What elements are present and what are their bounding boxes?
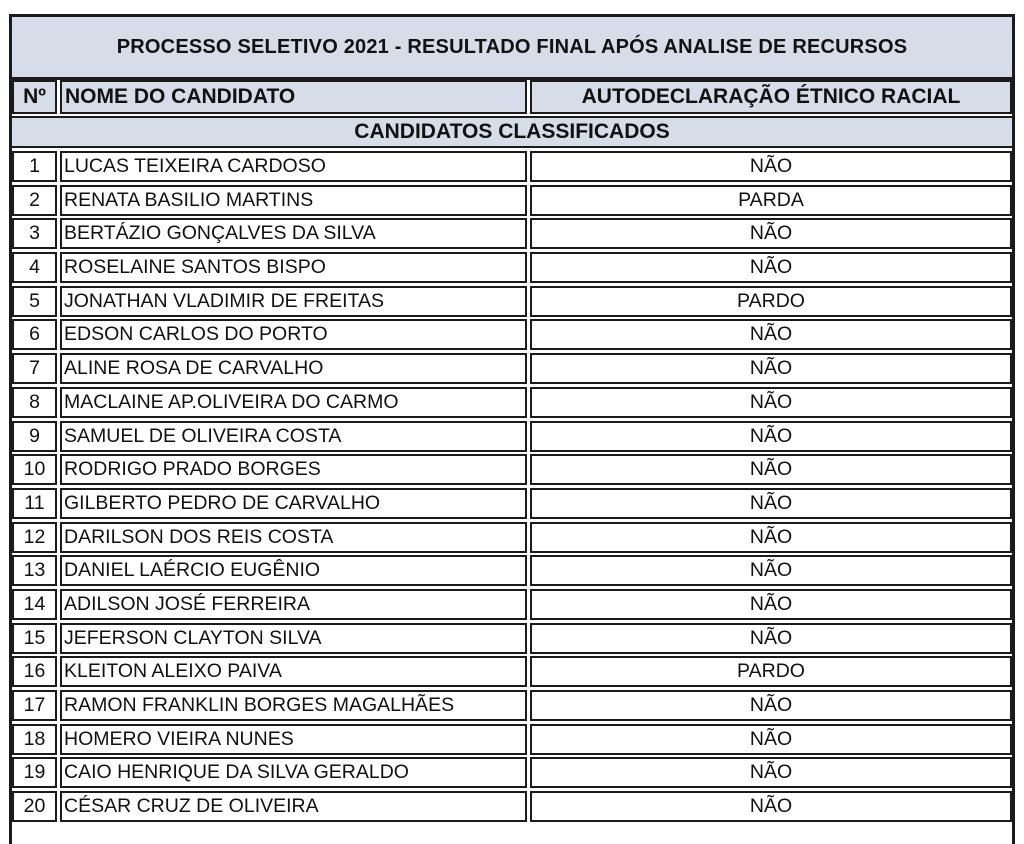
ethnic-declaration: NÃO: [530, 421, 1012, 452]
results-sheet: [9, 14, 1015, 844]
row-number: 1: [12, 151, 57, 182]
candidate-name: RODRIGO PRADO BORGES: [60, 454, 527, 485]
ethnic-declaration: NÃO: [530, 218, 1012, 249]
row-number: 10: [12, 454, 57, 485]
candidate-name: MACLAINE AP.OLIVEIRA DO CARMO: [60, 387, 527, 418]
row-number: 8: [12, 387, 57, 418]
ethnic-declaration: PARDA: [530, 185, 1012, 216]
header-declaration: AUTODECLARAÇÃO ÉTNICO RACIAL: [530, 80, 1012, 114]
row-number: 4: [12, 252, 57, 283]
row-number: 6: [12, 319, 57, 350]
row-number: 7: [12, 353, 57, 384]
candidate-name: ALINE ROSA DE CARVALHO: [60, 353, 527, 384]
table-row: [12, 251, 1012, 285]
ethnic-declaration: NÃO: [530, 488, 1012, 519]
candidate-name: DANIEL LAÉRCIO EUGÊNIO: [60, 555, 527, 586]
table-row: [12, 285, 1012, 319]
row-number: 18: [12, 724, 57, 755]
ethnic-declaration: NÃO: [530, 757, 1012, 788]
candidate-name: BERTÁZIO GONÇALVES DA SILVA: [60, 218, 527, 249]
table-row: [12, 318, 1012, 352]
table-row: [12, 217, 1012, 251]
table-row: [12, 554, 1012, 588]
candidate-table-body: [12, 150, 1012, 824]
row-number: 16: [12, 656, 57, 687]
row-number: 5: [12, 286, 57, 317]
table-row: [12, 386, 1012, 420]
header-candidate-name: NOME DO CANDIDATO: [60, 80, 527, 114]
row-number: 17: [12, 690, 57, 721]
candidate-name: CÉSAR CRUZ DE OLIVEIRA: [60, 791, 527, 822]
table-row: [12, 622, 1012, 656]
candidate-name: SAMUEL DE OLIVEIRA COSTA: [60, 421, 527, 452]
candidate-name: GILBERTO PEDRO DE CARVALHO: [60, 488, 527, 519]
ethnic-declaration: NÃO: [530, 623, 1012, 654]
row-number: 9: [12, 421, 57, 452]
table-row: [12, 723, 1012, 757]
table-row: [12, 689, 1012, 723]
ethnic-declaration: PARDO: [530, 286, 1012, 317]
ethnic-declaration: NÃO: [530, 522, 1012, 553]
ethnic-declaration: NÃO: [530, 589, 1012, 620]
table-row: [12, 588, 1012, 622]
table-row: [12, 790, 1012, 824]
sheet-title: PROCESSO SELETIVO 2021 - RESULTADO FINAL APÓS ANALISE DE RECURSOS: [12, 17, 1012, 80]
table-row: [12, 487, 1012, 521]
row-number: 13: [12, 555, 57, 586]
ethnic-declaration: NÃO: [530, 454, 1012, 485]
candidate-name: RAMON FRANKLIN BORGES MAGALHÃES: [60, 690, 527, 721]
row-number: 3: [12, 218, 57, 249]
candidate-name: JEFERSON CLAYTON SILVA: [60, 623, 527, 654]
row-number: 2: [12, 185, 57, 216]
section-title: CANDIDATOS CLASSIFICADOS: [12, 116, 1012, 148]
ethnic-declaration: NÃO: [530, 151, 1012, 182]
table-row: [12, 150, 1012, 184]
table-row: [12, 184, 1012, 218]
candidate-name: KLEITON ALEIXO PAIVA: [60, 656, 527, 687]
table-row: [12, 756, 1012, 790]
candidate-name: JONATHAN VLADIMIR DE FREITAS: [60, 286, 527, 317]
table-row: [12, 521, 1012, 555]
candidate-name: EDSON CARLOS DO PORTO: [60, 319, 527, 350]
ethnic-declaration: PARDO: [530, 656, 1012, 687]
ethnic-declaration: NÃO: [530, 690, 1012, 721]
candidate-name: RENATA BASILIO MARTINS: [60, 185, 527, 216]
row-number: 11: [12, 488, 57, 519]
ethnic-declaration: NÃO: [530, 387, 1012, 418]
candidate-name: LUCAS TEIXEIRA CARDOSO: [60, 151, 527, 182]
ethnic-declaration: NÃO: [530, 791, 1012, 822]
table-row: [12, 655, 1012, 689]
row-number: 20: [12, 791, 57, 822]
table-row: [12, 352, 1012, 386]
header-number: Nº: [12, 80, 57, 114]
ethnic-declaration: NÃO: [530, 252, 1012, 283]
table-row: [12, 453, 1012, 487]
row-number: 12: [12, 522, 57, 553]
candidate-name: DARILSON DOS REIS COSTA: [60, 522, 527, 553]
row-number: 19: [12, 757, 57, 788]
ethnic-declaration: NÃO: [530, 555, 1012, 586]
row-number: 14: [12, 589, 57, 620]
table-row: [12, 420, 1012, 454]
ethnic-declaration: NÃO: [530, 724, 1012, 755]
ethnic-declaration: NÃO: [530, 319, 1012, 350]
candidate-name: CAIO HENRIQUE DA SILVA GERALDO: [60, 757, 527, 788]
candidate-name: ROSELAINE SANTOS BISPO: [60, 252, 527, 283]
candidate-name: ADILSON JOSÉ FERREIRA: [60, 589, 527, 620]
row-number: 15: [12, 623, 57, 654]
ethnic-declaration: NÃO: [530, 353, 1012, 384]
candidate-name: HOMERO VIEIRA NUNES: [60, 724, 527, 755]
